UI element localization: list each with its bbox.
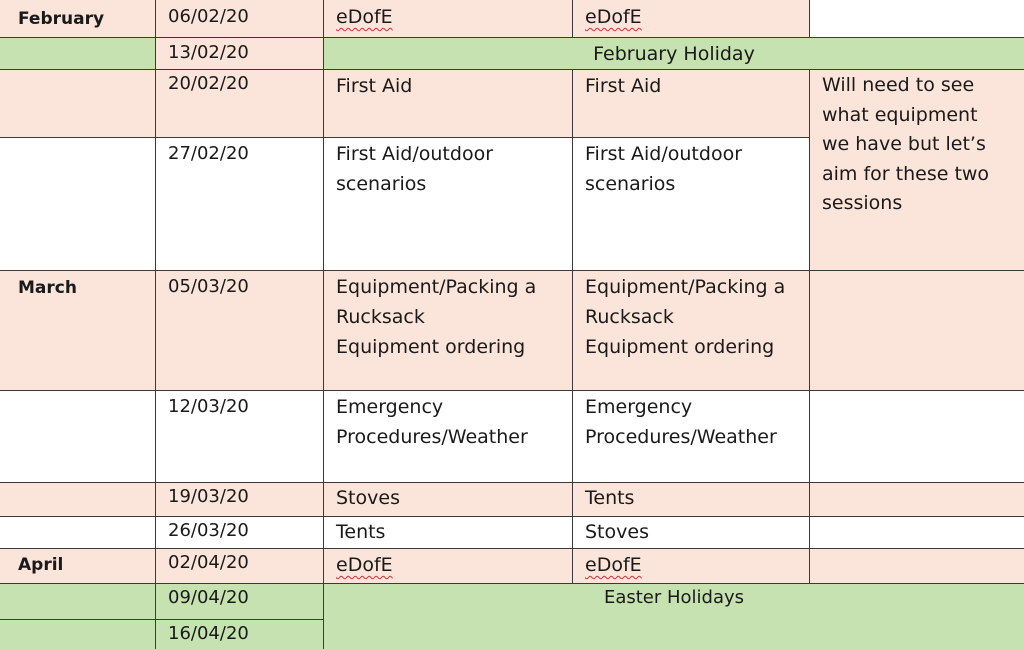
month-cell	[0, 137, 156, 270]
date-label: 02/04/20	[168, 552, 249, 573]
grid-line	[0, 516, 1024, 517]
notes-cell	[810, 0, 1024, 37]
date-cell	[156, 619, 324, 649]
session-cell	[573, 516, 810, 548]
session-label: Emergency Procedures/Weather	[585, 396, 777, 448]
session-cell	[324, 482, 573, 516]
grid-line	[572, 69, 573, 583]
session-label: First Aid	[585, 75, 662, 97]
session-cell	[573, 548, 810, 583]
date-cell	[156, 390, 324, 482]
session-label: Tents	[336, 521, 386, 543]
session-label: eDofE	[336, 554, 393, 576]
session-cell	[324, 137, 573, 270]
session-label: Stoves	[585, 521, 649, 543]
date-cell	[156, 548, 324, 583]
holiday-cell	[324, 583, 1024, 649]
month-label: February	[18, 9, 105, 29]
grid-line	[0, 482, 1024, 483]
date-cell	[156, 0, 324, 37]
session-label: Equipment/Packing a Rucksack Equipment ordering	[336, 276, 537, 358]
date-cell	[156, 69, 324, 137]
date-label: 27/02/20	[168, 143, 249, 164]
session-cell	[324, 0, 573, 37]
month-cell	[0, 0, 156, 37]
session-label: Stoves	[336, 487, 400, 509]
notes-cell	[810, 482, 1024, 516]
holiday-label: February Holiday	[593, 43, 755, 65]
session-cell	[573, 0, 810, 37]
grid-line	[0, 37, 1024, 38]
notes-cell	[810, 69, 1024, 270]
grid-line	[572, 0, 573, 37]
date-cell	[156, 137, 324, 270]
session-cell	[324, 270, 573, 390]
month-cell	[0, 482, 156, 516]
session-cell	[324, 390, 573, 482]
grid-line	[809, 69, 810, 583]
session-label: Tents	[585, 487, 635, 509]
grid-line	[0, 270, 1024, 271]
month-cell	[0, 270, 156, 390]
grid-line	[0, 137, 810, 138]
session-cell	[573, 270, 810, 390]
session-cell	[573, 482, 810, 516]
session-cell	[573, 69, 810, 137]
date-cell	[156, 37, 324, 69]
notes-cell	[810, 548, 1024, 583]
grid-line	[0, 619, 324, 620]
month-label: March	[18, 278, 77, 298]
session-cell	[324, 548, 573, 583]
date-cell	[156, 482, 324, 516]
session-cell	[573, 137, 810, 270]
date-label: 26/03/20	[168, 520, 249, 541]
date-label: 05/03/20	[168, 276, 249, 297]
date-label: 19/03/20	[168, 486, 249, 507]
date-label: 09/04/20	[168, 587, 249, 608]
month-cell	[0, 69, 156, 137]
grid-line	[0, 69, 1024, 70]
month-cell	[0, 548, 156, 583]
grid-line	[155, 0, 156, 649]
date-cell	[156, 583, 324, 619]
session-label: First Aid/outdoor scenarios	[336, 143, 494, 195]
session-cell	[324, 516, 573, 548]
session-label: Equipment/Packing a Rucksack Equipment ordering	[585, 276, 786, 358]
holiday-cell	[324, 37, 1024, 69]
holiday-label: Easter Holidays	[603, 587, 745, 608]
session-label: First Aid	[336, 75, 413, 97]
month-cell	[0, 583, 156, 619]
date-label: 06/02/20	[168, 6, 249, 27]
month-cell	[0, 390, 156, 482]
month-cell	[0, 516, 156, 548]
notes-cell	[810, 270, 1024, 390]
date-cell	[156, 516, 324, 548]
grid-line	[0, 548, 1024, 549]
month-cell	[0, 37, 156, 69]
notes-cell	[810, 516, 1024, 548]
session-label: eDofE	[585, 554, 642, 576]
grid-line	[323, 0, 324, 649]
session-cell	[324, 69, 573, 137]
session-label: Emergency Procedures/Weather	[336, 396, 528, 448]
grid-line	[0, 390, 1024, 391]
month-label: April	[18, 555, 64, 575]
date-label: 13/02/20	[168, 42, 249, 63]
session-label: eDofE	[336, 6, 393, 28]
month-cell	[0, 619, 156, 649]
session-label: eDofE	[585, 6, 642, 28]
session-label: First Aid/outdoor scenarios	[585, 143, 743, 195]
notes-cell	[810, 390, 1024, 482]
date-label: 12/03/20	[168, 396, 249, 417]
date-label: 16/04/20	[168, 623, 249, 644]
session-cell	[573, 390, 810, 482]
grid-line	[809, 0, 810, 37]
notes-text: Will need to see what equipment we have but let’s aim for these two sessions	[822, 74, 990, 214]
date-label: 20/02/20	[168, 73, 249, 94]
grid-line	[0, 583, 1024, 584]
date-cell	[156, 270, 324, 390]
